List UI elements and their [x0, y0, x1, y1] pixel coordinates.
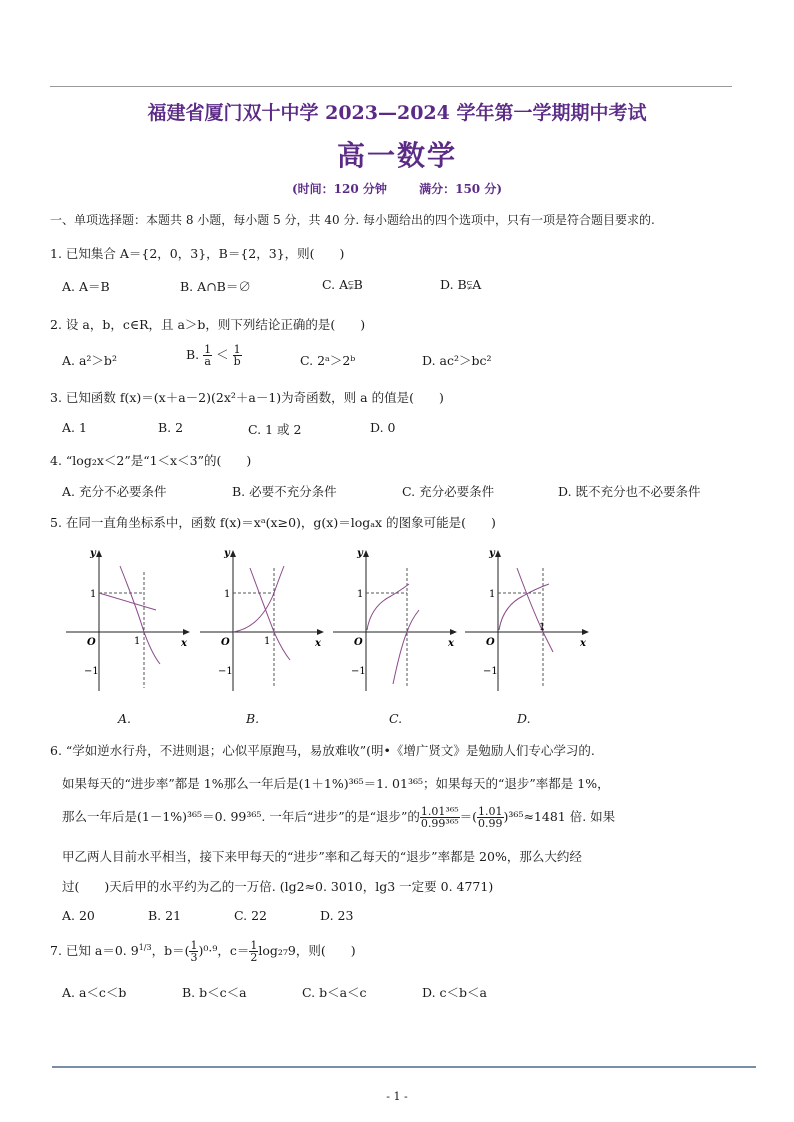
q5-label-a: A.	[118, 711, 132, 726]
q6-frac1-num: 1.01³⁶⁵	[420, 805, 459, 818]
q7-a-exponent: 1/3	[138, 942, 152, 952]
q5-stem: 5. 在同一直角坐标系中，函数 f(x)＝xᵃ(x≥0)，g(x)＝logₐx 的图象可能是( )	[50, 515, 496, 530]
q6-line-3	[62, 806, 615, 829]
q5-c-tick-neg1: −1	[351, 666, 366, 677]
q6-option-d: D. 23	[320, 908, 354, 923]
q6-option-c: C. 22	[234, 908, 267, 923]
q5-a-tick-x1: 1	[134, 636, 141, 647]
q1-option-a: A. A＝B	[62, 279, 110, 294]
q7-option-c: C. b＜a＜c	[302, 985, 367, 1000]
header-rule	[50, 86, 732, 87]
q5-b-origin: O	[221, 637, 230, 648]
q2-stem: 2. 设 a，b，c∈R，且 a＞b，则下列结论正确的是( )	[50, 317, 366, 332]
section1-intro: 一、单项选择题：本题共 8 小题，每小题 5 分，共 40 分. 每小题给出的四个选项中，只有一项是符合题目要求的.	[50, 213, 655, 227]
q6-line-4: 甲乙两人目前水平相当，接下来甲每天的“进步”率和乙每天的“退步”率都是 20%，那么大约经	[62, 849, 582, 864]
q6-line-2: 如果每天的“进步率”都是 1%那么一年后是(1＋1%)³⁶⁵＝1. 01³⁶⁵；如果每天的“退步”率都是 1%，	[62, 776, 610, 791]
q2-option-b-prefix: B.	[186, 347, 200, 362]
q7-option-b: B. b＜c＜a	[182, 985, 247, 1000]
q6-line-3-b: ＝(	[459, 809, 478, 824]
q7-option-a: A. a＜c＜b	[62, 985, 127, 1000]
q6-line-3-a: 那么一年后是(1－1%)³⁶⁵＝0. 99³⁶⁵. 一年后“进步”的是“退步”的	[62, 809, 420, 824]
q6-frac2-num: 1.01	[478, 805, 503, 818]
q5-a-tick-y1: 1	[90, 589, 97, 600]
q2-option-a: A. a²＞b²	[62, 353, 117, 368]
q2-frac1-den: a	[204, 355, 211, 368]
q2-option-b-mid: ＜	[216, 347, 229, 362]
q5-d-y-label: y	[489, 548, 495, 559]
q6-fraction-1	[420, 806, 460, 829]
q6-frac2-den: 0.99	[478, 817, 503, 830]
q3-option-b: B. 2	[158, 420, 184, 435]
q6-line-5: 过( )天后甲的水平约为乙的一万倍. (lg2≈0. 3010，lg3 一定要 0. 4771)	[62, 879, 494, 894]
q5-graph-b	[198, 546, 328, 696]
q7-stem-b: ，b＝(	[151, 943, 190, 958]
q5-label-c: C.	[389, 711, 403, 726]
q7-fracc-num: 1	[250, 939, 258, 952]
q5-a-tick-neg1: −1	[84, 666, 99, 677]
q5-b-y-label: y	[224, 548, 230, 559]
exam-time: (时间：120 分钟	[292, 182, 387, 196]
q3-option-c: C. 1 或 2	[248, 422, 302, 437]
q5-c-x-label: x	[448, 638, 454, 649]
q1-option-b: B. A∩B＝∅	[180, 279, 251, 294]
q2-option-c: C. 2ᵃ＞2ᵇ	[300, 353, 356, 368]
q5-c-origin: O	[354, 637, 363, 648]
q5-c-tick-y1: 1	[357, 589, 364, 600]
q4-option-d: D. 既不充分也不必要条件	[558, 484, 701, 499]
footer-rule	[52, 1066, 756, 1068]
q5-b-tick-y1: 1	[224, 589, 231, 600]
q4-option-b: B. 必要不充分条件	[232, 484, 337, 499]
q5-label-b: B.	[246, 711, 260, 726]
exam-title: 福建省厦门双十中学 2023—2024 学年第一学期期中考试	[147, 102, 647, 124]
q5-a-x-label: x	[181, 638, 187, 649]
q5-d-tick-y1: 1	[489, 589, 496, 600]
exam-score: 满分：150 分)	[419, 182, 502, 196]
q5-graph-c	[331, 546, 461, 696]
q6-line-3-c: )³⁶⁵≈1481 倍. 如果	[503, 809, 616, 824]
q6-option-b: B. 21	[148, 908, 182, 923]
q6-fraction-2	[477, 806, 504, 829]
q7-option-d: D. c＜b＜a	[422, 985, 487, 1000]
q5-label-d: D.	[517, 711, 531, 726]
q5-graph-d	[463, 546, 593, 696]
q6-frac1-den: 0.99³⁶⁵	[420, 817, 459, 830]
q4-option-c: C. 充分必要条件	[402, 484, 495, 499]
q7-stem-a: 7. 已知 a＝0. 9	[50, 943, 139, 958]
q7-stem-b2: )⁰·⁹，c＝	[198, 943, 250, 958]
q5-a-origin: O	[87, 637, 96, 648]
q5-b-x-label: x	[315, 638, 321, 649]
q7-fracb-num: 1	[190, 939, 198, 952]
q2-frac1-num: 1	[204, 343, 212, 356]
q7-fracc-den: 2	[250, 951, 258, 964]
q7-fracb-den: 3	[190, 951, 198, 964]
q4-option-a: A. 充分不必要条件	[62, 484, 167, 499]
q2-option-d: D. ac²＞bc²	[422, 353, 492, 368]
q5-graph-a	[64, 546, 194, 696]
q1-option-c: C. A⫋B	[322, 277, 363, 292]
q5-d-tick-x1: 1	[539, 622, 546, 633]
q7-stem-c2: log₂₇9，则( )	[258, 943, 356, 958]
q3-option-d: D. 0	[370, 420, 396, 435]
page-number: - 1 -	[386, 1090, 408, 1103]
q5-d-origin: O	[486, 637, 495, 648]
q5-a-y-label: y	[90, 548, 96, 559]
exam-time-info	[0, 180, 794, 197]
q2-frac2-num: 1	[233, 343, 241, 356]
q5-b-tick-neg1: −1	[218, 666, 233, 677]
exam-subject: 高一数学	[336, 139, 457, 172]
q6-line-1: 6. “学如逆水行舟，不进则退；心似平原跑马，易放难收”(明•《增广贤文》是勉励人们专心学习的.	[50, 743, 595, 758]
q2-fraction-1	[203, 344, 212, 367]
q1-stem: 1. 已知集合 A＝{2，0，3}，B＝{2，3}，则( )	[50, 246, 345, 261]
q7-fraction-c	[249, 940, 258, 963]
q4-stem: 4. “log₂x＜2”是“1＜x＜3”的( )	[50, 453, 252, 468]
q5-d-x-label: x	[580, 638, 586, 649]
q1-option-d: D. B⫋A	[440, 277, 482, 292]
q3-option-a: A. 1	[62, 420, 87, 435]
q2-fraction-2	[233, 344, 242, 367]
q7-stem	[50, 940, 356, 963]
q3-stem: 3. 已知函数 f(x)＝(x＋a－2)(2x²＋a－1)为奇函数，则 a 的值是( )	[50, 390, 444, 405]
q2-frac2-den: b	[233, 355, 241, 368]
q5-c-y-label: y	[357, 548, 363, 559]
q5-b-tick-x1: 1	[264, 636, 271, 647]
q6-option-a: A. 20	[62, 908, 95, 923]
q2-option-b	[186, 344, 242, 367]
q5-d-tick-neg1: −1	[483, 666, 498, 677]
